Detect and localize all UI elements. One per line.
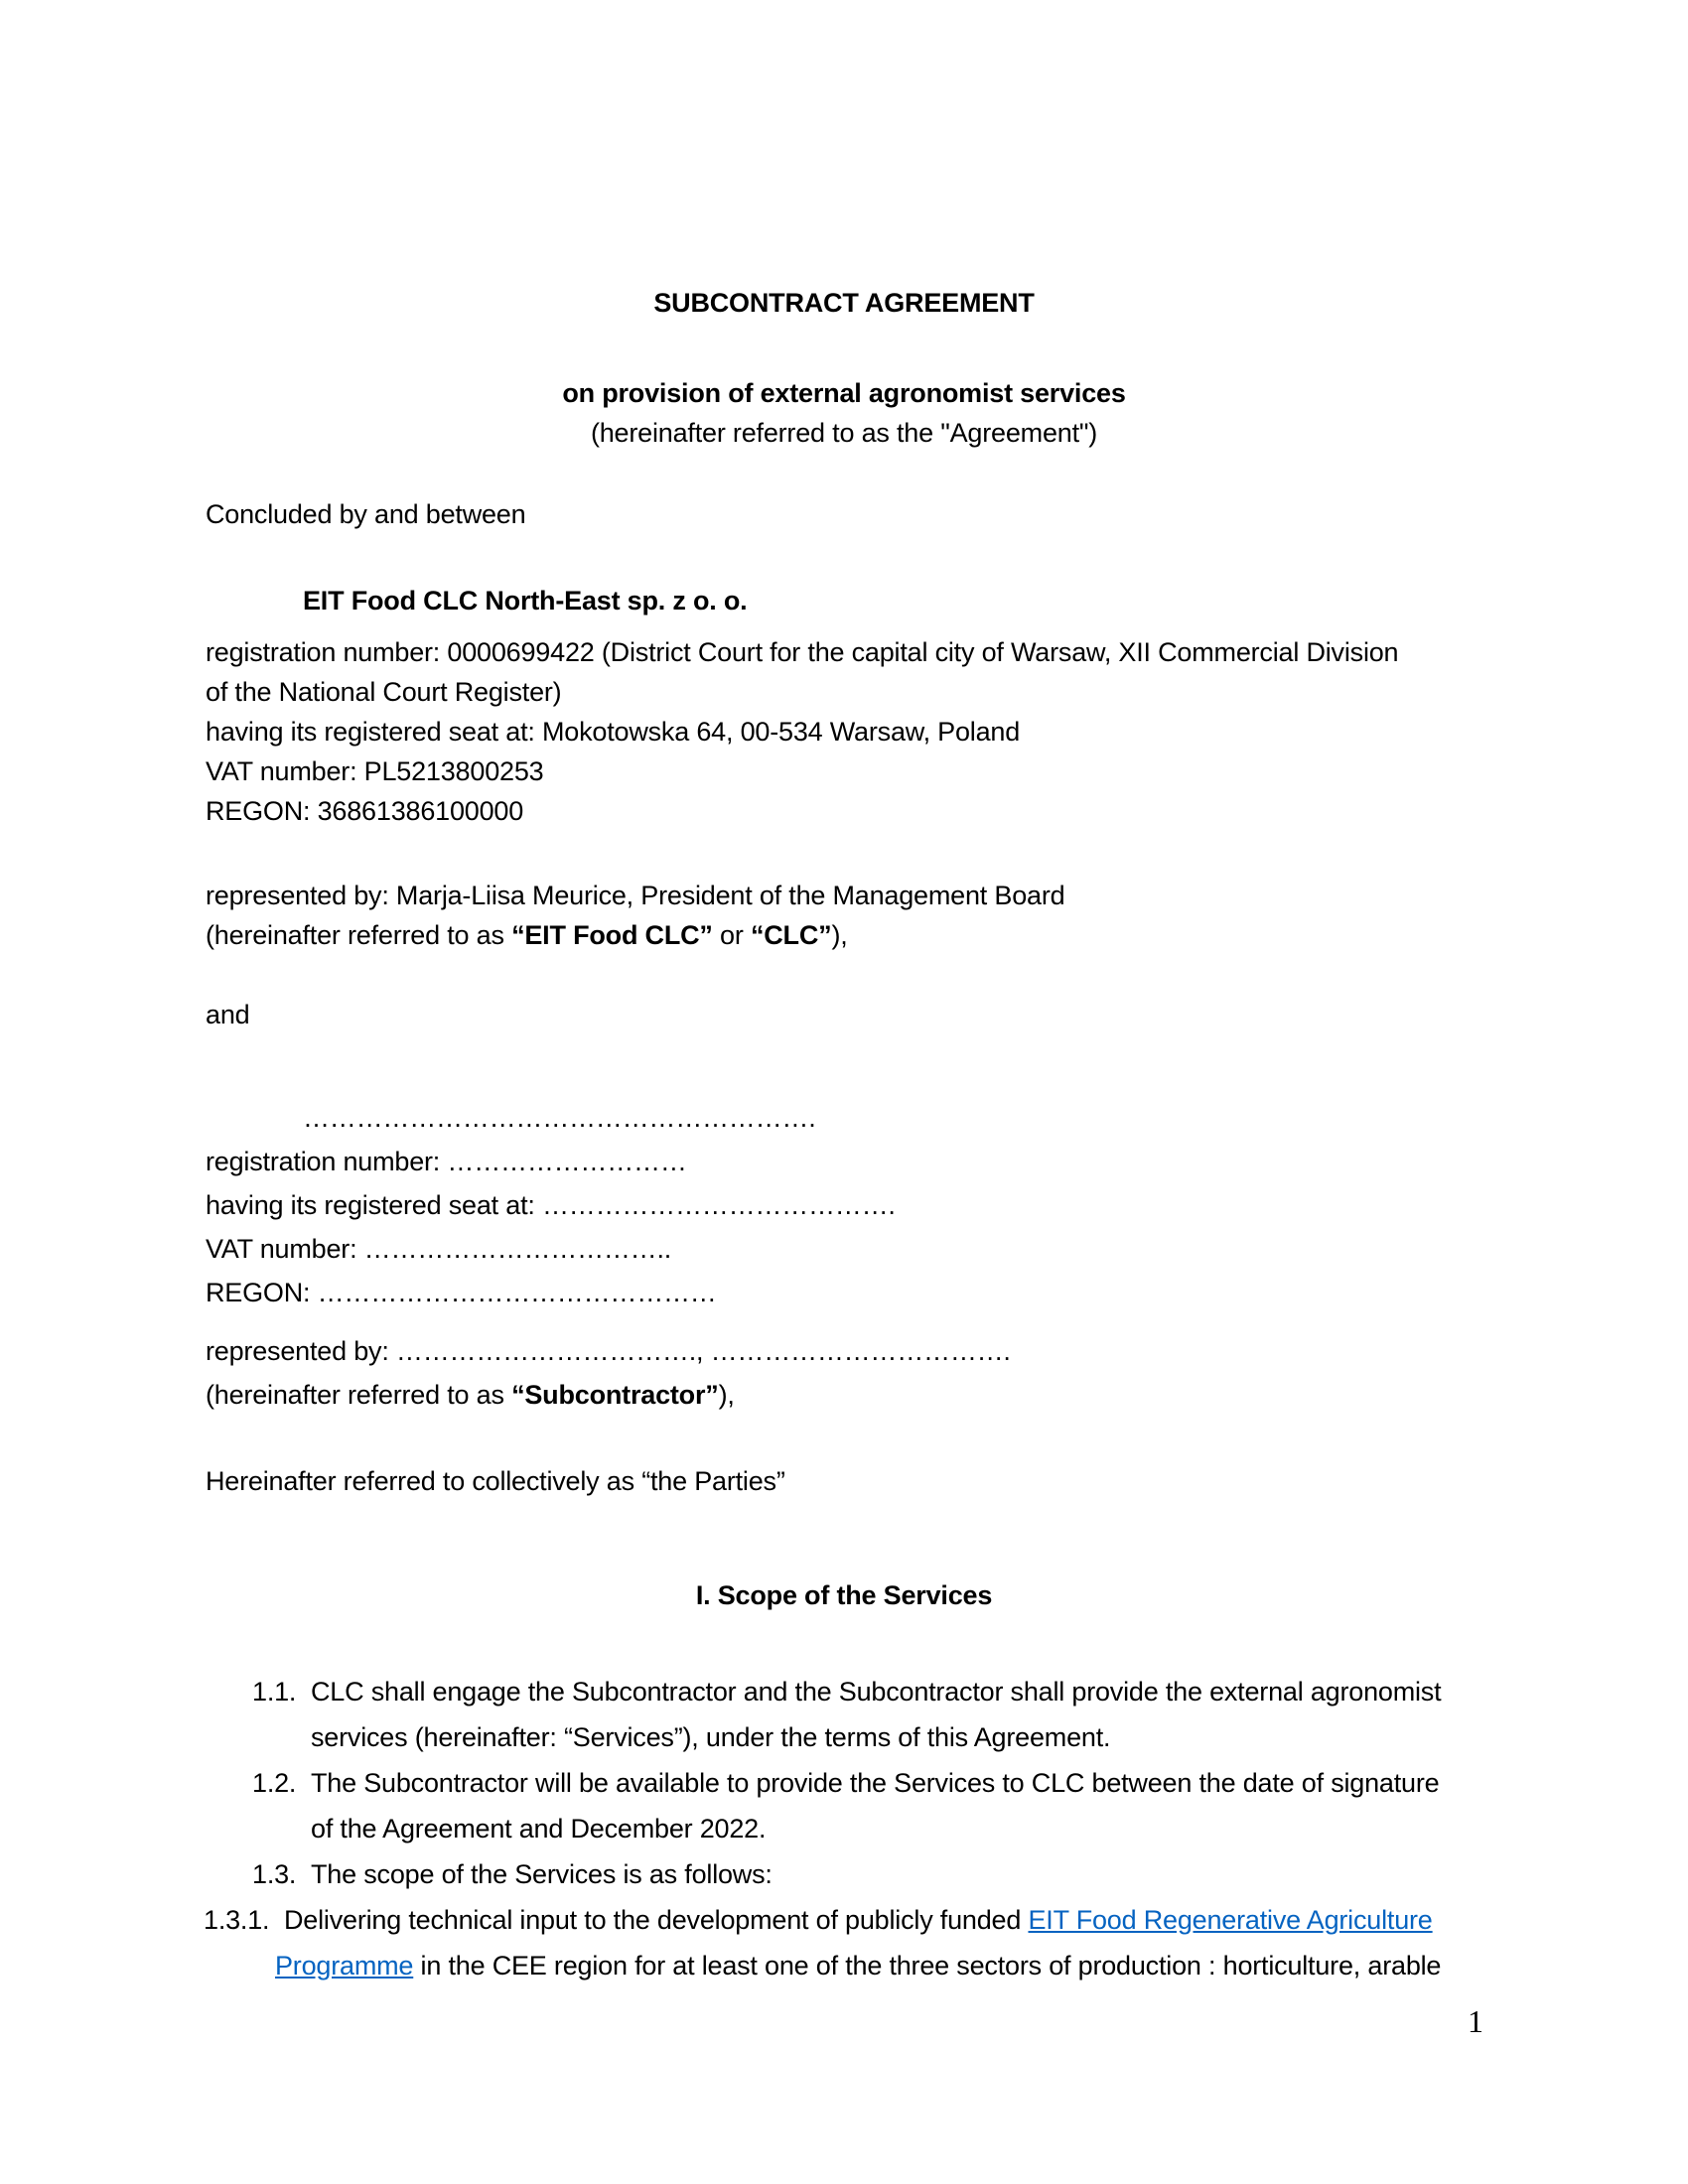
section-heading: I. Scope of the Services	[695, 1580, 993, 1610]
scope-sub-item-1-3-1	[206, 1897, 1482, 1988]
party1-alias-suffix: ),	[831, 920, 848, 950]
list-item-1-3	[206, 1851, 1482, 1897]
party1-alias-mid: or	[712, 920, 751, 950]
party1-name: EIT Food CLC North-East sp. z o. o.	[303, 586, 748, 615]
intro-line: Concluded by and between	[206, 499, 526, 529]
party2-regon-line: REGON: ………………………………………	[206, 1278, 717, 1307]
scope-list	[206, 1669, 1482, 1897]
party1-regon-line: REGON: 36861386100000	[206, 796, 524, 826]
list-item-1-2	[206, 1760, 1482, 1806]
party2-alias-line	[206, 1373, 1482, 1417]
page-number: 1	[1468, 2003, 1483, 2039]
party2-alias-suffix: ),	[718, 1380, 735, 1410]
list-item-1-2-number: 1.2.	[252, 1768, 297, 1798]
party2-details-block	[206, 1096, 1482, 1314]
list-item-1-1-text: CLC shall engage the Subcontractor and the Subcontractor shall provide the external agronomist	[311, 1677, 1442, 1706]
party2-representation-block	[206, 1329, 1482, 1417]
party2-represented-line: represented by: ……………………………., …………………………….	[206, 1336, 1011, 1366]
party1-registration-line-1: registration number: 0000699422 (District Court for the capital city of Warsaw, XII Commercial Division	[206, 637, 1399, 667]
list-item-1-1-continuation: services (hereinafter: “Services”), under the terms of this Agreement.	[311, 1722, 1111, 1752]
document-content	[206, 0, 1482, 1988]
party2-registration-line: registration number: ………………………	[206, 1147, 687, 1176]
party1-registration-line-2: of the National Court Register)	[206, 677, 562, 707]
subtitle-bold-line: on provision of external agronomist services	[562, 378, 1126, 408]
list-item-1-1-number: 1.1.	[252, 1677, 297, 1706]
party1-seat-line: having its registered seat at: Mokotowska 64, 00-534 Warsaw, Poland	[206, 717, 1021, 747]
party1-representation-block	[206, 876, 1482, 955]
list-item-1-2-text: The Subcontractor will be available to provide the Services to CLC between the date of signature	[311, 1768, 1440, 1798]
party1-alias-line	[206, 915, 1482, 955]
party2-vat-line: VAT number: ……………………………..	[206, 1234, 672, 1264]
sub-item-number: 1.3.1.	[204, 1905, 270, 1935]
party2-alias-prefix: (hereinafter referred to as	[206, 1380, 512, 1410]
list-item-1-3-text: The scope of the Services is as follows:	[311, 1859, 773, 1889]
regenerative-agriculture-programme-link-continuation[interactable]: Programme	[275, 1951, 414, 1980]
connector-line: and	[206, 1000, 250, 1029]
regenerative-agriculture-programme-link[interactable]: EIT Food Regenerative Agriculture	[1028, 1905, 1433, 1935]
subtitle-plain-line: (hereinafter referred to as the "Agreement")	[590, 418, 1098, 448]
document-title: SUBCONTRACT AGREEMENT	[653, 288, 1035, 318]
sub-item-text-1: Delivering technical input to the development of publicly funded	[284, 1905, 1029, 1935]
party2-seat-line: having its registered seat at: ………………………………….	[206, 1190, 896, 1220]
party1-represented-line: represented by: Marja-Liisa Meurice, President of the Management Board	[206, 881, 1065, 910]
party2-alias-name: “Subcontractor”	[511, 1380, 719, 1410]
sub-item-line-2	[206, 1943, 1482, 1988]
list-item-1-2-continuation: of the Agreement and December 2022.	[311, 1814, 767, 1843]
list-item-1-3-number: 1.3.	[252, 1859, 297, 1889]
party1-alias-prefix: (hereinafter referred to as	[206, 920, 512, 950]
sub-item-line-1	[206, 1897, 1482, 1943]
party1-alias-name: “EIT Food CLC”	[511, 920, 713, 950]
list-item-1-1	[206, 1669, 1482, 1714]
sub-item-text-2: in the CEE region for at least one of the three sectors of production : horticulture, arable	[413, 1951, 1442, 1980]
party1-vat-line: VAT number: PL5213800253	[206, 756, 544, 786]
party1-alias-short: “CLC”	[750, 920, 832, 950]
party1-details-block	[206, 632, 1482, 831]
party2-name-placeholder: ………………………………………………….	[303, 1103, 816, 1133]
parties-collective-line: Hereinafter referred to collectively as “the Parties”	[206, 1466, 785, 1496]
